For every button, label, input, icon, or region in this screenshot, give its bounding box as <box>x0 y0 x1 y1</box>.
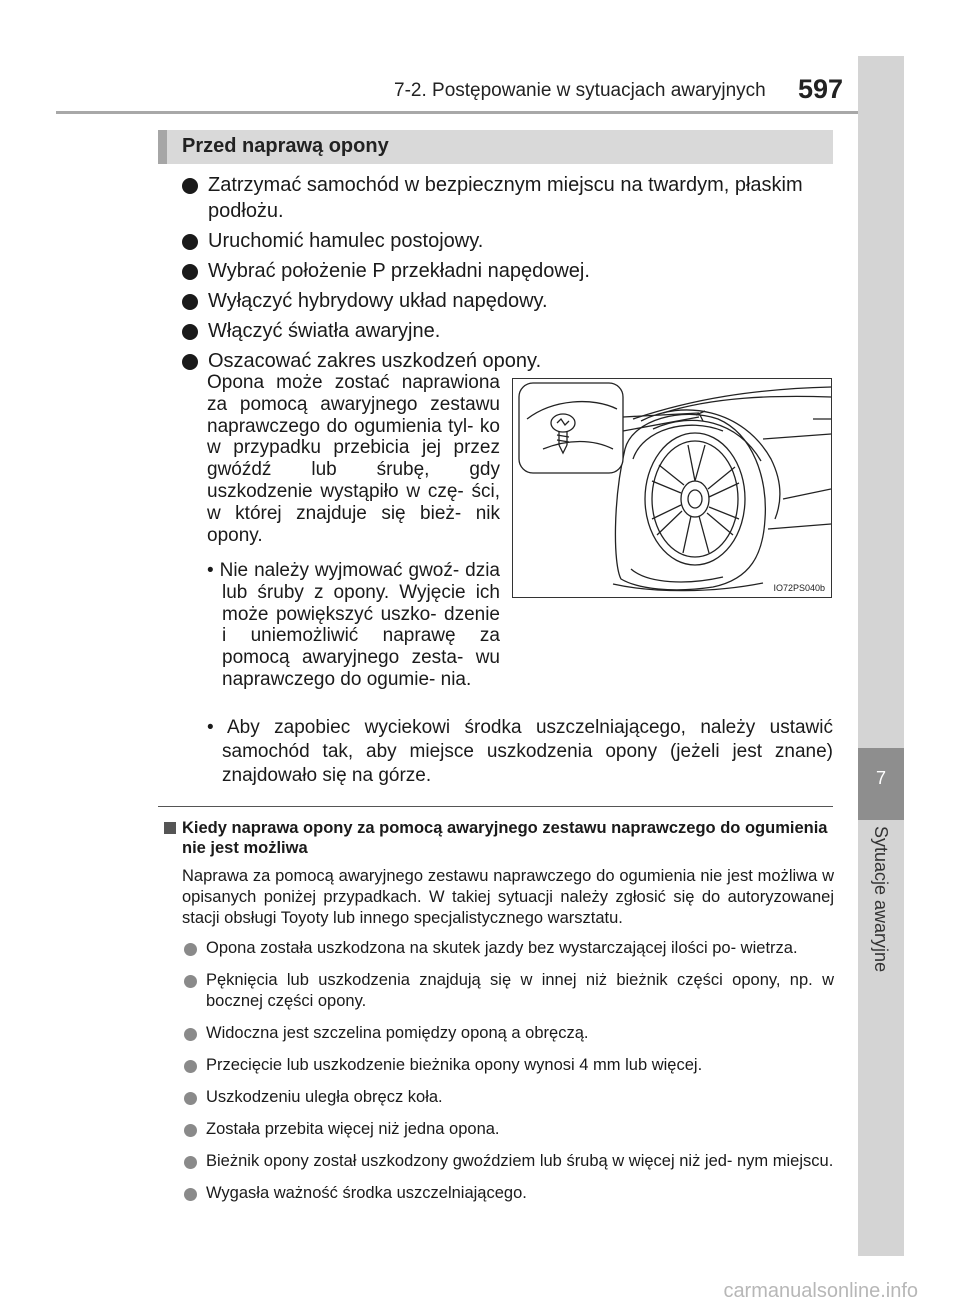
side-tab-top <box>858 56 904 748</box>
chapter-number: 7 <box>875 768 886 788</box>
flat-tire-icon <box>513 379 831 597</box>
list-item: Opona została uszkodzona na skutek jazdy bez wystarczającej ilości po- wietrza. <box>184 938 834 959</box>
bullet-icon <box>184 1028 197 1041</box>
section-title: Przed naprawą opony <box>182 135 389 157</box>
repair-description: Opona może zostać naprawiona za pomocą awaryjnego zestawu naprawczego do ogumienia tyl- ko w przypadku przebicia jej przez gwóźdź lub śrubę, gdy uszkodzenie wystąpiło w czę- ści, w której znajduje się bież- nik opony. <box>207 372 500 546</box>
section-title-box <box>158 130 833 164</box>
list-item: Wybrać położenie P przekładni napędowej. <box>182 258 834 284</box>
header-section-title: 7-2. Postępowanie w sytuacjach awaryjnych <box>394 80 766 101</box>
bullet-icon <box>182 178 198 194</box>
square-bullet-icon <box>164 822 176 834</box>
bullet-icon <box>184 1124 197 1137</box>
info-heading: Kiedy naprawa opony za pomocą awaryjnego zestawu naprawczego do ogumienia nie jest możliwa <box>164 818 834 858</box>
info-paragraph: Naprawa za pomocą awaryjnego zestawu naprawczego do ogumienia nie jest możliwa w opisanych poniżej przypadkach. W takiej sytuacji należy zgłosić się do autoryzowanej stacji obsługi Toyoty lub innego specjalistycznego warsztatu. <box>182 867 834 927</box>
figure-code: IO72PS040b <box>773 583 825 593</box>
bullet-icon <box>184 1188 197 1201</box>
list-item: Uruchomić hamulec postojowy. <box>182 228 834 254</box>
header-rule <box>56 111 904 114</box>
flat-tire-illustration <box>512 378 832 598</box>
list-item: Została przebita więcej niż jedna opona. <box>184 1119 834 1140</box>
list-item: Widoczna jest szczelina pomiędzy oponą a obręczą. <box>184 1023 834 1044</box>
section-divider <box>158 806 833 807</box>
bullet-icon <box>182 354 198 370</box>
list-item: Bieżnik opony został uszkodzony gwoździem lub śrubą w więcej niż jed- nym miejscu. <box>184 1151 834 1172</box>
note-position: • Aby zapobiec wyciekowi środka uszczelniającego, należy ustawić samochód tak, aby miejsce uszkodzenia opony (jeżeli jest znane) znajdowało się na górze. <box>207 717 833 786</box>
watermark: carmanualsonline.info <box>723 1280 918 1302</box>
list-item: Wygasła ważność środka uszczelniającego. <box>184 1183 834 1204</box>
bullet-icon <box>184 943 197 956</box>
list-item: Przecięcie lub uszkodzenie bieżnika opony wynosi 4 mm lub więcej. <box>184 1055 834 1076</box>
page-number: 597 <box>798 74 844 104</box>
steps-list <box>182 172 834 378</box>
bullet-icon <box>184 1156 197 1169</box>
bullet-icon <box>184 975 197 988</box>
side-tab-chapter <box>858 748 904 820</box>
list-item: Pęknięcia lub uszkodzenia znajdują się w innej niż bieżnik części opony, np. w bocznej części opony. <box>184 970 834 1012</box>
bullet-icon <box>182 234 198 250</box>
bullet-icon <box>182 294 198 310</box>
conditions-list <box>184 938 834 1215</box>
list-item: Oszacować zakres uszkodzeń opony. <box>182 348 834 374</box>
bullet-icon <box>182 264 198 280</box>
list-item: Uszkodzeniu uległa obręcz koła. <box>184 1087 834 1108</box>
bullet-icon <box>184 1092 197 1105</box>
note-nail: • Nie należy wyjmować gwoź- dzia lub śruby z opony. Wyjęcie ich może powiększyć uszko- dzenie i uniemożliwić naprawę za pomocą awaryjnego zesta- wu naprawczego do ogumie- nia. <box>207 560 500 690</box>
list-item: Wyłączyć hybrydowy układ napędowy. <box>182 288 834 314</box>
list-item: Włączyć światła awaryjne. <box>182 318 834 344</box>
bullet-icon <box>184 1060 197 1073</box>
list-item: Zatrzymać samochód w bezpiecznym miejscu na twardym, płaskim podłożu. <box>182 172 834 224</box>
chapter-label: Sytuacje awaryjne <box>871 826 891 973</box>
bullet-icon <box>182 324 198 340</box>
